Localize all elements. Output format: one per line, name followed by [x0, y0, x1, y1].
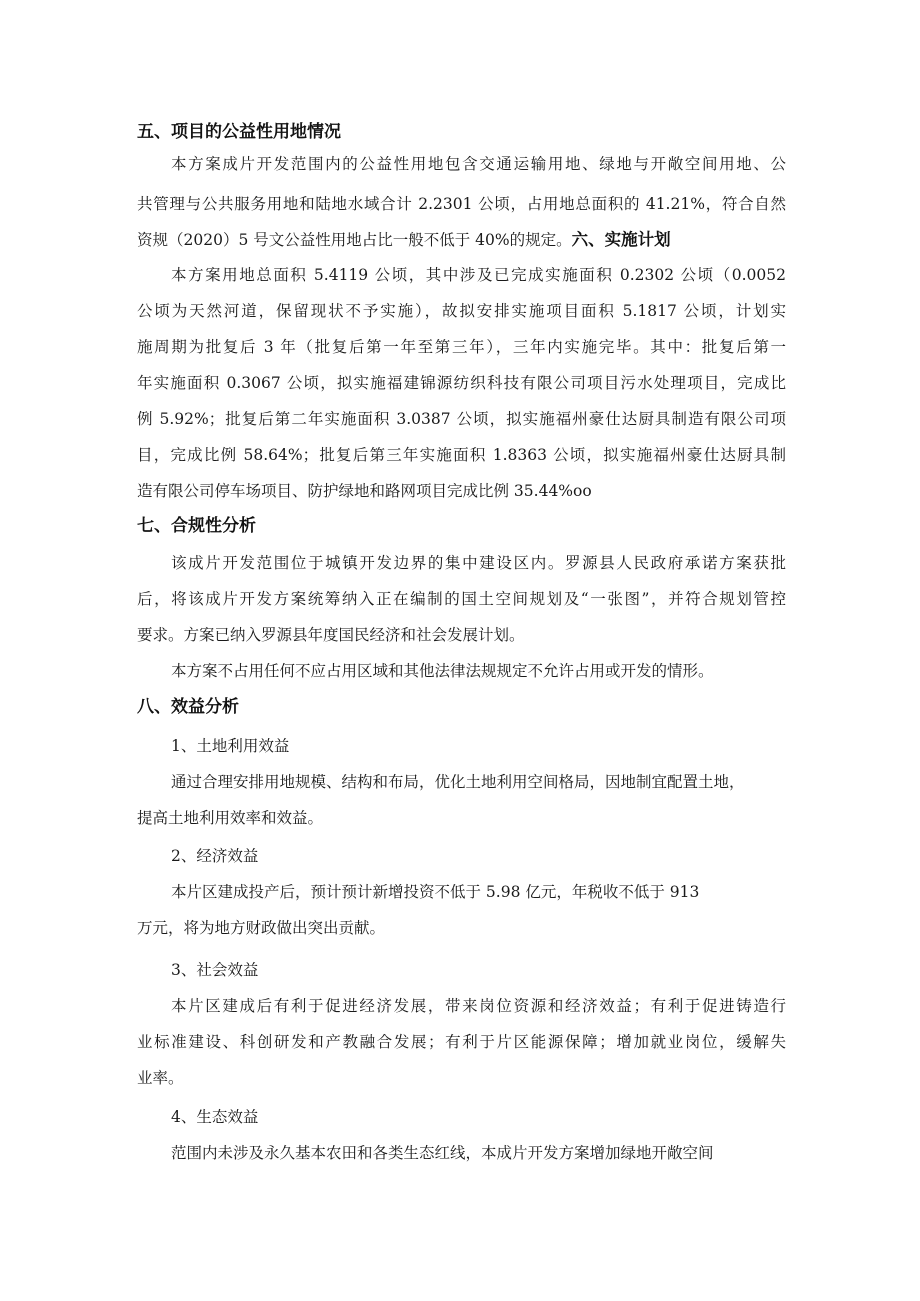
paragraph-line: 范围内未涉及永久基本农田和各类生态红线，本成片开发方案增加绿地开敞空间	[171, 1144, 714, 1162]
paragraph-line-with-heading	[137, 230, 671, 250]
section-7-heading: 七、合规性分析	[137, 516, 256, 536]
section-5-heading: 五、项目的公益性用地情况	[137, 122, 341, 142]
paragraph-line: 共管理与公共服务用地和陆地水域合计 2.2301 公顷，占用地总面积的 41.21%，符合自然	[137, 195, 786, 213]
paragraph-line: 万元，将为地方财政做出突出贡献。	[137, 919, 386, 937]
paragraph-line: 年实施面积 0.3067 公顷，拟实施福建锦源纺织科技有限公司项目污水处理项目，完成比	[137, 374, 786, 392]
section-6-heading: 六、实施计划	[571, 230, 671, 249]
paragraph-line: 业标准建设、科创研发和产教融合发展；有利于片区能源保障；增加就业岗位，缓解失	[137, 1033, 786, 1051]
subsection-title: 1、土地利用效益	[171, 737, 290, 755]
paragraph-line: 通过合理安排用地规模、结构和布局，优化土地利用空间格局，因地制宜配置土地，	[171, 773, 745, 791]
paragraph-line: 本片区建成投产后，预计预计新增投资不低于 5.98 亿元，年税收不低于 913	[171, 883, 700, 901]
paragraph-line: 该成片开发范围位于城镇开发边界的集中建设区内。罗源县人民政府承诺方案获批	[171, 554, 786, 572]
subsection-title: 4、生态效益	[171, 1108, 259, 1126]
paragraph-line: 例 5.92%；批复后第二年实施面积 3.0387 公顷，拟实施福州豪仕达厨具制造有限公司项	[137, 410, 786, 428]
section-8-heading: 八、效益分析	[137, 697, 239, 717]
paragraph-line: 本方案用地总面积 5.4119 公顷，其中涉及已完成实施面积 0.2302 公顷（0.0052	[171, 266, 786, 284]
paragraph-line: 提高土地利用效率和效益。	[137, 809, 324, 827]
paragraph-line: 本方案成片开发范围内的公益性用地包含交通运输用地、绿地与开敞空间用地、公	[171, 155, 786, 173]
subsection-title: 3、社会效益	[171, 961, 259, 979]
paragraph-line: 目，完成比例 58.64%；批复后第三年实施面积 1.8363 公顷，拟实施福州豪仕达厨具制	[137, 446, 786, 464]
paragraph-line: 本片区建成后有利于促进经济发展，带来岗位资源和经济效益；有利于促进铸造行	[171, 997, 786, 1015]
paragraph-text: 资规（2020）5 号文公益性用地占比一般不低于 40%的规定。	[137, 231, 572, 249]
paragraph-line: 后，将该成片开发方案统筹纳入正在编制的国土空间规划及“一张图”，并符合规划管控	[137, 590, 786, 608]
paragraph-line: 施周期为批复后 3 年（批复后第一年至第三年），三年内实施完毕。其中：批复后第一	[137, 338, 786, 356]
paragraph-line: 公顷为天然河道，保留现状不予实施），故拟安排实施项目面积 5.1817 公顷，计划实	[137, 302, 786, 320]
paragraph-line: 本方案不占用任何不应占用区域和其他法律法规规定不允许占用或开发的情形。	[171, 662, 714, 680]
paragraph-line: 要求。方案已纳入罗源县年度国民经济和社会发展计划。	[137, 626, 525, 644]
subsection-title: 2、经济效益	[171, 847, 259, 865]
paragraph-line: 造有限公司停车场项目、防护绿地和路网项目完成比例 35.44%oo	[137, 482, 592, 500]
paragraph-line: 业率。	[137, 1069, 184, 1087]
